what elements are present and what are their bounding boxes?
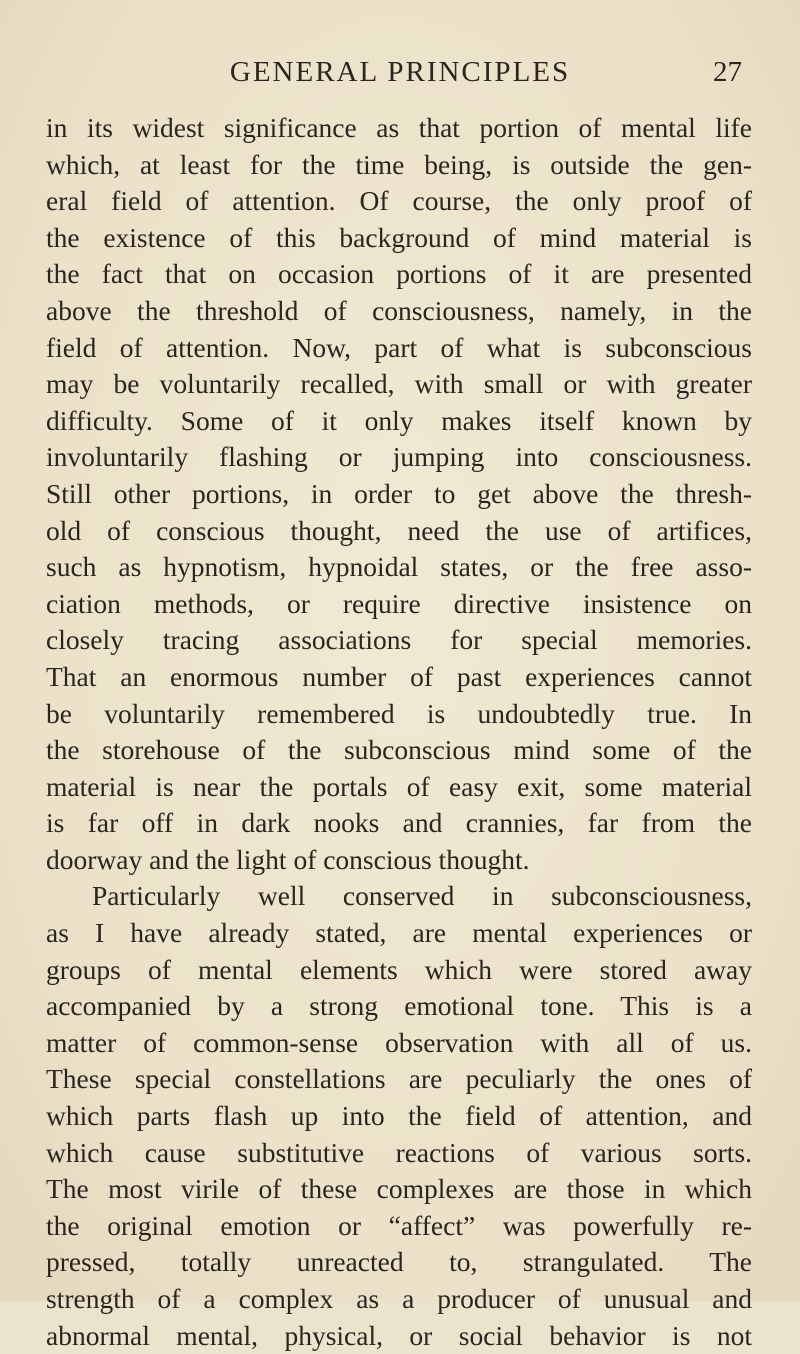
- text-line: field of attention. Now, part of what is subconscious: [46, 331, 752, 363]
- text-line: the fact that on occasion portions of it are presented: [46, 258, 752, 290]
- text-line: material is near the portals of easy exit, some material: [46, 770, 752, 802]
- text-line: These special constellations are peculiarly the ones of: [46, 1063, 752, 1095]
- text-line: Still other portions, in order to get above the thresh-: [46, 477, 752, 509]
- text-line: which parts flash up into the field of attention, and: [46, 1100, 752, 1132]
- text-line: accompanied by a strong emotional tone. This is a: [46, 990, 752, 1022]
- text-line: involuntarily flashing or jumping into consciousness.: [46, 441, 752, 473]
- text-line: ciation methods, or require directive insistence on: [46, 587, 752, 619]
- text-line: the storehouse of the subconscious mind some of the: [46, 734, 752, 766]
- text-line: difficulty. Some of it only makes itself known by: [46, 404, 752, 436]
- text-line: which cause substitutive reactions of various sorts.: [46, 1136, 752, 1168]
- body-text: [46, 110, 752, 1354]
- text-line: the original emotion or “affect” was powerfully re-: [46, 1209, 752, 1241]
- page-header: [58, 56, 742, 96]
- text-line: such as hypnotism, hypnoidal states, or the free asso-: [46, 551, 752, 583]
- text-line: The most virile of these complexes are those in which: [46, 1173, 752, 1205]
- text-line: may be voluntarily recalled, with small or with greater: [46, 368, 752, 400]
- text-line: is far off in dark nooks and crannies, far from the: [46, 807, 752, 839]
- text-line: groups of mental elements which were stored away: [46, 953, 752, 985]
- text-line: which, at least for the time being, is outside the gen-: [46, 148, 752, 180]
- text-line: above the threshold of consciousness, namely, in the: [46, 294, 752, 326]
- text-line: in its widest significance as that portion of mental life: [46, 112, 752, 143]
- text-line: the existence of this background of mind material is: [46, 221, 752, 253]
- text-line: matter of common-sense observation with all of us.: [46, 1026, 752, 1058]
- running-head: GENERAL PRINCIPLES: [229, 56, 571, 88]
- text-line: abnormal mental, physical, or social behavior is not: [46, 1319, 752, 1351]
- text-line: strength of a complex as a producer of unusual and: [46, 1283, 752, 1314]
- paragraph-first-line: Particularly well conserved in subconsciousness,: [92, 880, 752, 912]
- text-line: That an enormous number of past experiences cannot: [46, 660, 752, 692]
- text-line: old of conscious thought, need the use of artifices,: [46, 514, 752, 546]
- text-line: pressed, totally unreacted to, strangulated. The: [46, 1246, 752, 1278]
- text-line: closely tracing associations for special memories.: [46, 624, 752, 656]
- text-line: be voluntarily remembered is undoubtedly true. In: [46, 697, 752, 729]
- page-number: 27: [713, 56, 742, 88]
- text-line: doorway and the light of conscious thought.: [46, 843, 530, 875]
- text-line: eral field of attention. Of course, the only proof of: [46, 185, 752, 217]
- text-line: as I have already stated, are mental experiences or: [46, 917, 752, 949]
